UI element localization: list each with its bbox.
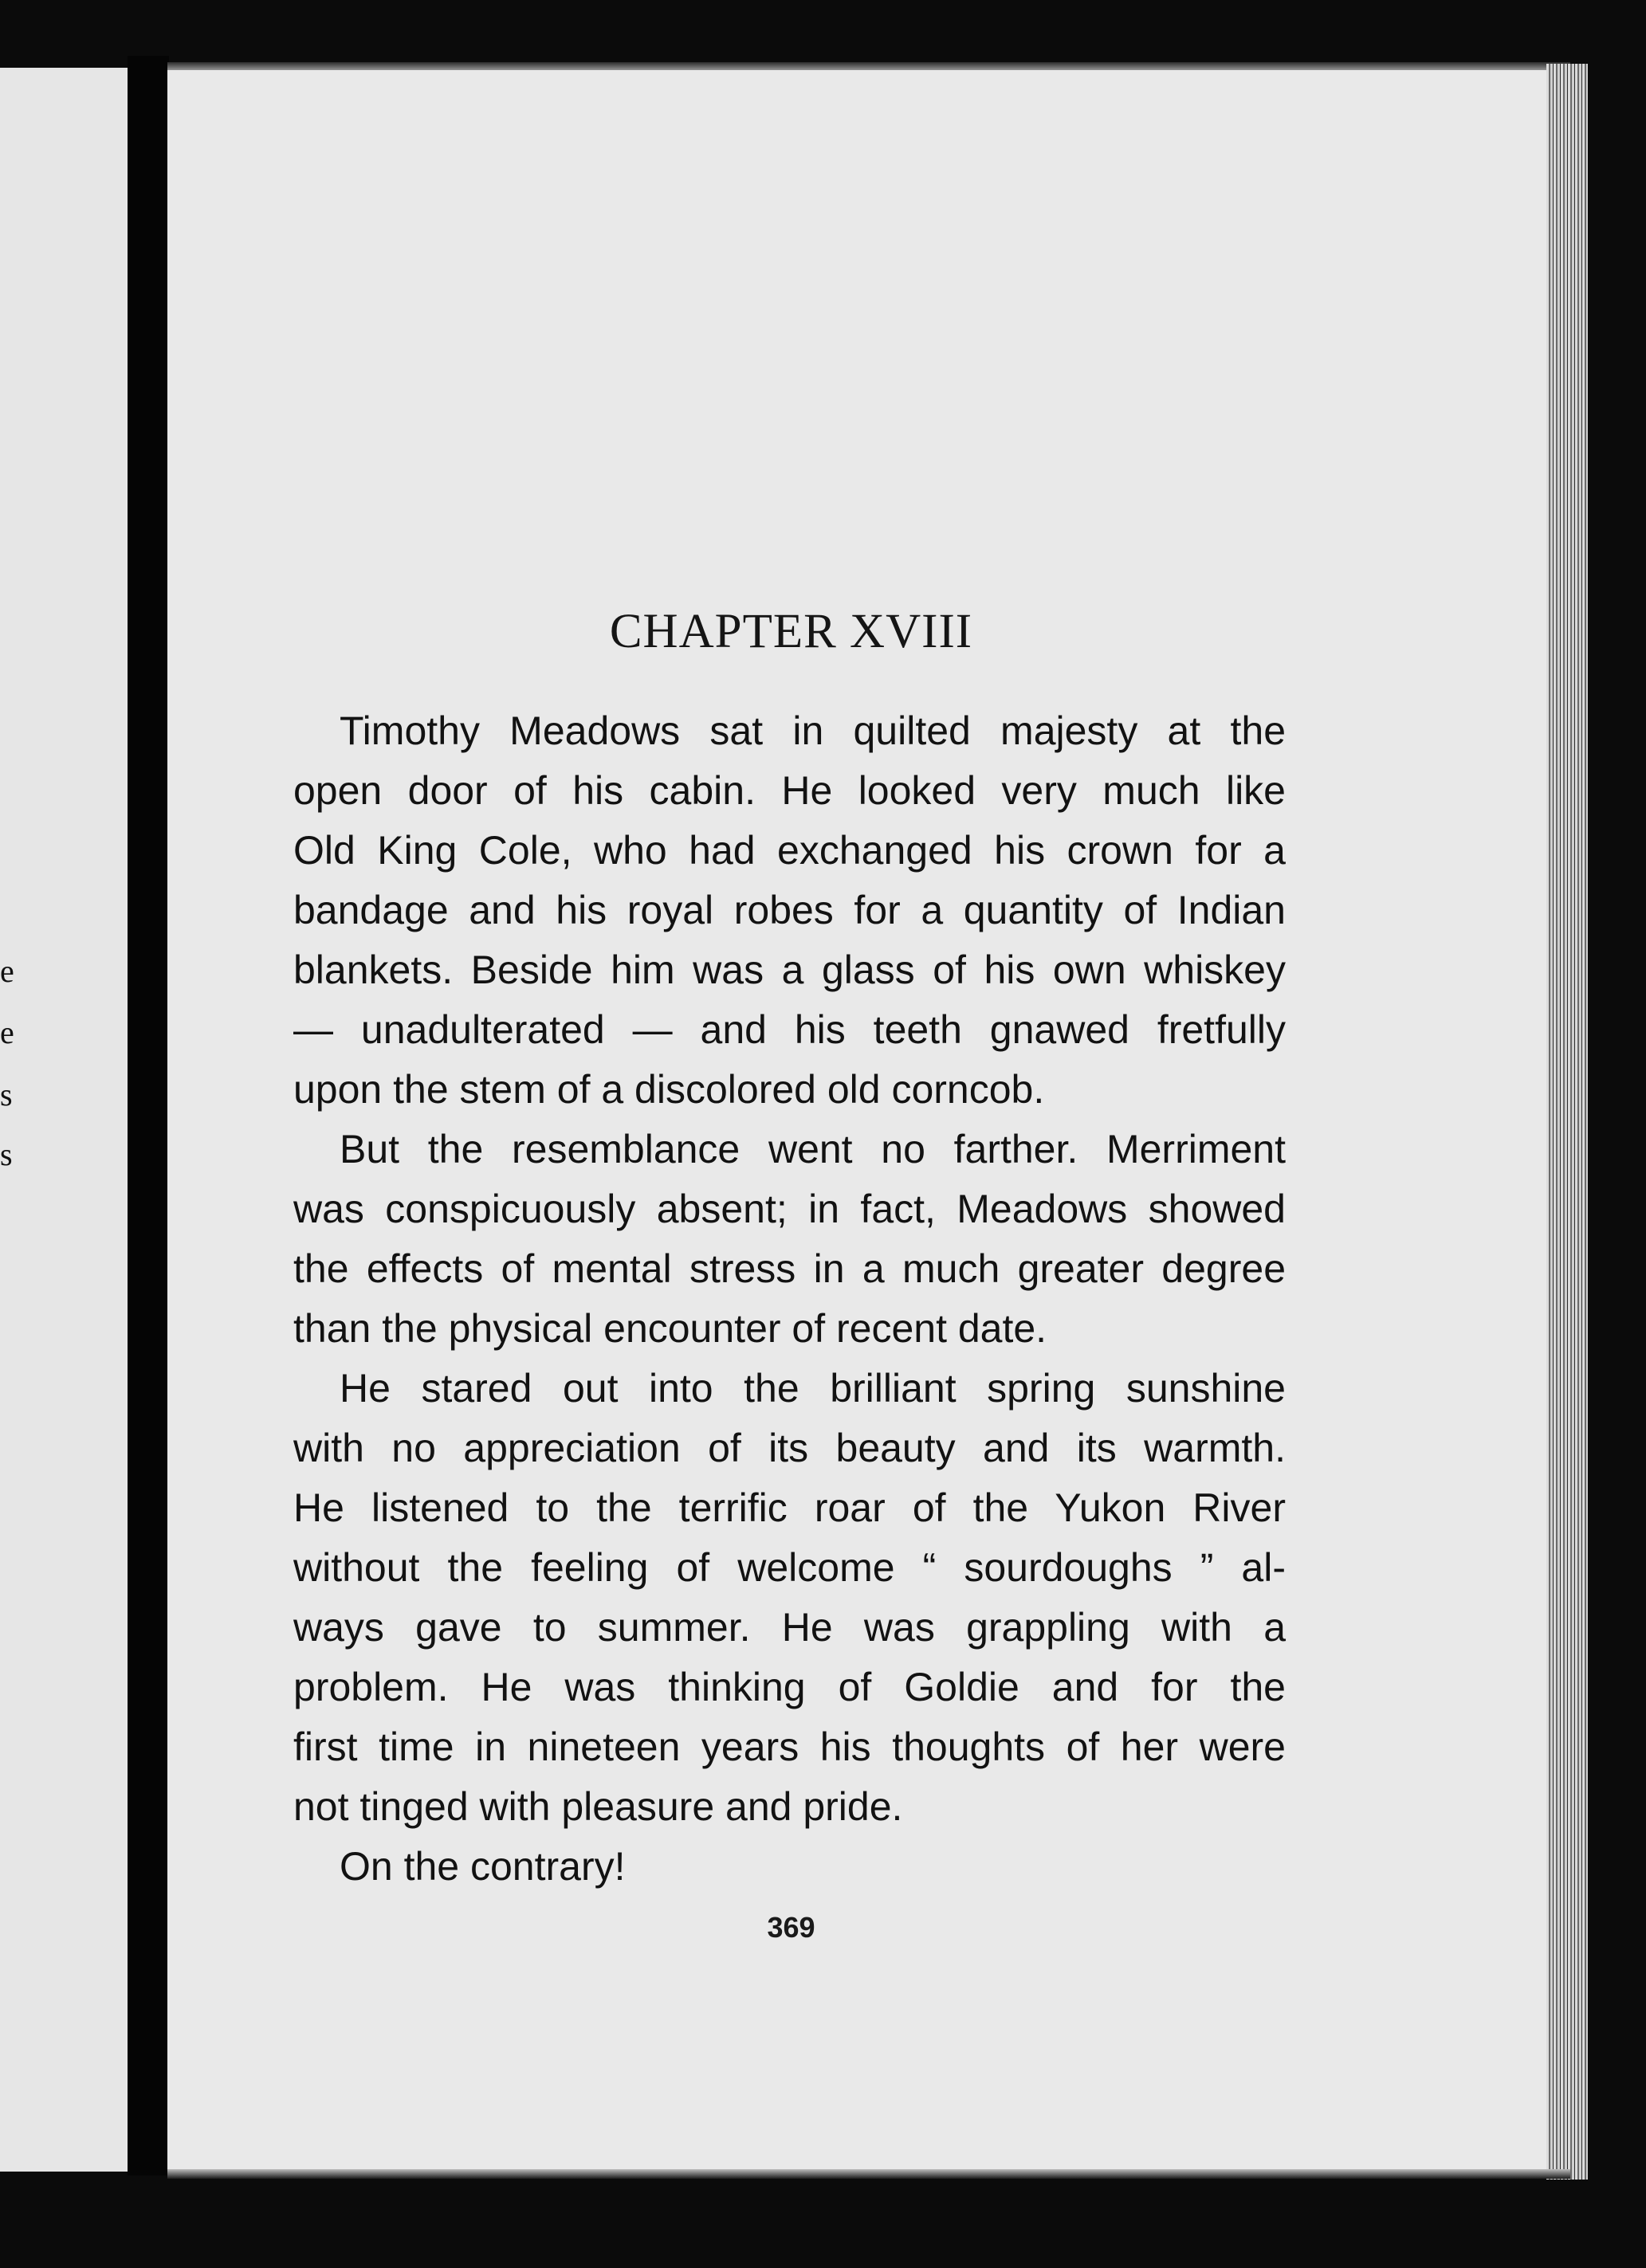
page-number: 369	[767, 1911, 815, 1944]
text-line: upon the stem of a discolored old corncob.	[293, 1067, 1045, 1112]
chapter-title: CHAPTER XVIII	[609, 605, 973, 658]
text-line: not tinged with pleasure and pride.	[293, 1784, 903, 1829]
page-stack-edges	[1546, 64, 1588, 2180]
text-line: He listened to the terrific roar of the Yukon River	[293, 1485, 1286, 1530]
left-page-edge	[0, 68, 142, 2172]
left-page-fragment: s	[0, 1136, 13, 1172]
left-page-fragment: e	[0, 953, 14, 989]
text-line: bandage and his royal robes for a quantity of Indian	[293, 888, 1286, 932]
text-line: — unadulterated — and his teeth gnawed fretfully	[293, 1007, 1286, 1052]
text-line: problem. He was thinking of Goldie and for the	[293, 1665, 1286, 1709]
text-line: without the feeling of welcome “ sourdoughs ” al-	[293, 1545, 1286, 1590]
text-line: ways gave to summer. He was grappling with a	[293, 1605, 1286, 1650]
page-bottom-edge	[167, 2169, 1570, 2179]
left-page-fragment: s	[0, 1077, 13, 1112]
text-line: He stared out into the brilliant spring sunshine	[340, 1366, 1286, 1411]
text-line: open door of his cabin. He looked very much like	[293, 768, 1286, 813]
text-line: the effects of mental stress in a much greater degree	[293, 1246, 1286, 1291]
text-line: was conspicuously absent; in fact, Meadows showed	[293, 1187, 1286, 1231]
text-line: Old King Cole, who had exchanged his crown for a	[293, 828, 1286, 873]
text-line: first time in nineteen years his thoughts of her were	[293, 1725, 1286, 1769]
chapter-body	[293, 701, 1286, 1897]
text-line: than the physical encounter of recent date.	[293, 1306, 1047, 1351]
left-page-fragment: e	[0, 1014, 14, 1050]
text-line: But the resemblance went no farther. Merriment	[340, 1127, 1286, 1171]
text-line: blankets. Beside him was a glass of his own whiskey	[293, 948, 1286, 992]
text-line: with no appreciation of its beauty and its warmth.	[293, 1426, 1286, 1470]
text-line: Timothy Meadows sat in quilted majesty at the	[340, 708, 1286, 753]
book-gutter	[128, 56, 169, 2176]
text-line: On the contrary!	[340, 1844, 626, 1889]
